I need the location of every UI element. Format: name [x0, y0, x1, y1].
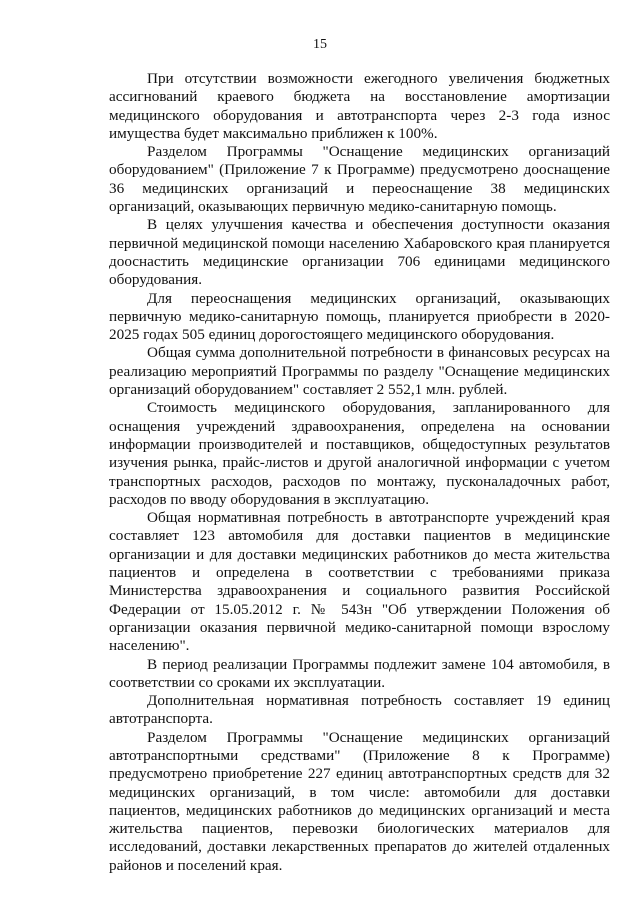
- paragraph: Стоимость медицинского оборудования, запланированного для оснащения учреждений здравоохранения, определена на основании информации производителей и поставщиков, общедоступных результатов изучения рынка, прайс-листов и другой аналогичной информации с учетом транспортных расходов, расходов по монтажу, пусконаладочных работ, расходов по вводу оборудования в эксплуатацию.: [109, 399, 610, 508]
- paragraph: При отсутствии возможности ежегодного увеличения бюджетных ассигнований краевого бюджета на восстановление амортизации медицинского оборудования и автотранспорта через 2-3 года износ имущества будет максимально приближен к 100%.: [109, 70, 610, 142]
- paragraph: В целях улучшения качества и обеспечения доступности оказания первичной медицинской помощи населению Хабаровского края планируется дооснастить медицинские организации 706 единицами медицинского оборудования.: [109, 216, 610, 289]
- document-body: [109, 70, 610, 875]
- paragraph: Общая нормативная потребность в автотранспорте учреждений края составляет 123 автомобиля для доставки пациентов в медицинские организации и для доставки медицинских работников до места жительства пациентов и определена в соответствии с требованиями приказа Министерства здравоохранения и социального развития Российской Федерации от 15.05.2012 г. № 543н "Об утверждении Положения об организации оказания первичной медико-санитарной помощи взрослому населению".: [109, 509, 610, 655]
- page-number: 15: [313, 37, 327, 52]
- paragraph: В период реализации Программы подлежит замене 104 автомобиля, в соответствии со сроками их эксплуатации.: [109, 655, 610, 691]
- paragraph: Для переоснащения медицинских организаций, оказывающих первичную медико-санитарную помощь, планируется приобрести в 2020-2025 годах 505 единиц дорогостоящего медицинского оборудования.: [109, 289, 610, 344]
- paragraph: Разделом Программы "Оснащение медицинских организаций автотранспортными средствами" (Приложение 8 к Программе) предусмотрено приобретение 227 единиц автотранспортных средств для 32 медицинских организаций, в том числе: автомобили для доставки пациентов, медицинских работников до медицинских организаций и места жительства пациентов, перевозки биологических материалов для исследований, доставки лекарственных препаратов до жителей отдаленных районов и поселений края.: [109, 728, 610, 874]
- paragraph: Дополнительная нормативная потребность составляет 19 единиц автотранспорта.: [109, 692, 610, 728]
- paragraph: Разделом Программы "Оснащение медицинских организаций оборудованием" (Приложение 7 к Программе) предусмотрено дооснащение 36 медицинских организаций и переоснащение 38 медицинских организаций, оказывающих первичную медико-санитарную помощь.: [109, 143, 610, 216]
- paragraph: Общая сумма дополнительной потребности в финансовых ресурсах на реализацию мероприятий Программы по разделу "Оснащение медицинских организаций оборудованием" составляет 2 552,1 млн. рублей.: [109, 344, 610, 399]
